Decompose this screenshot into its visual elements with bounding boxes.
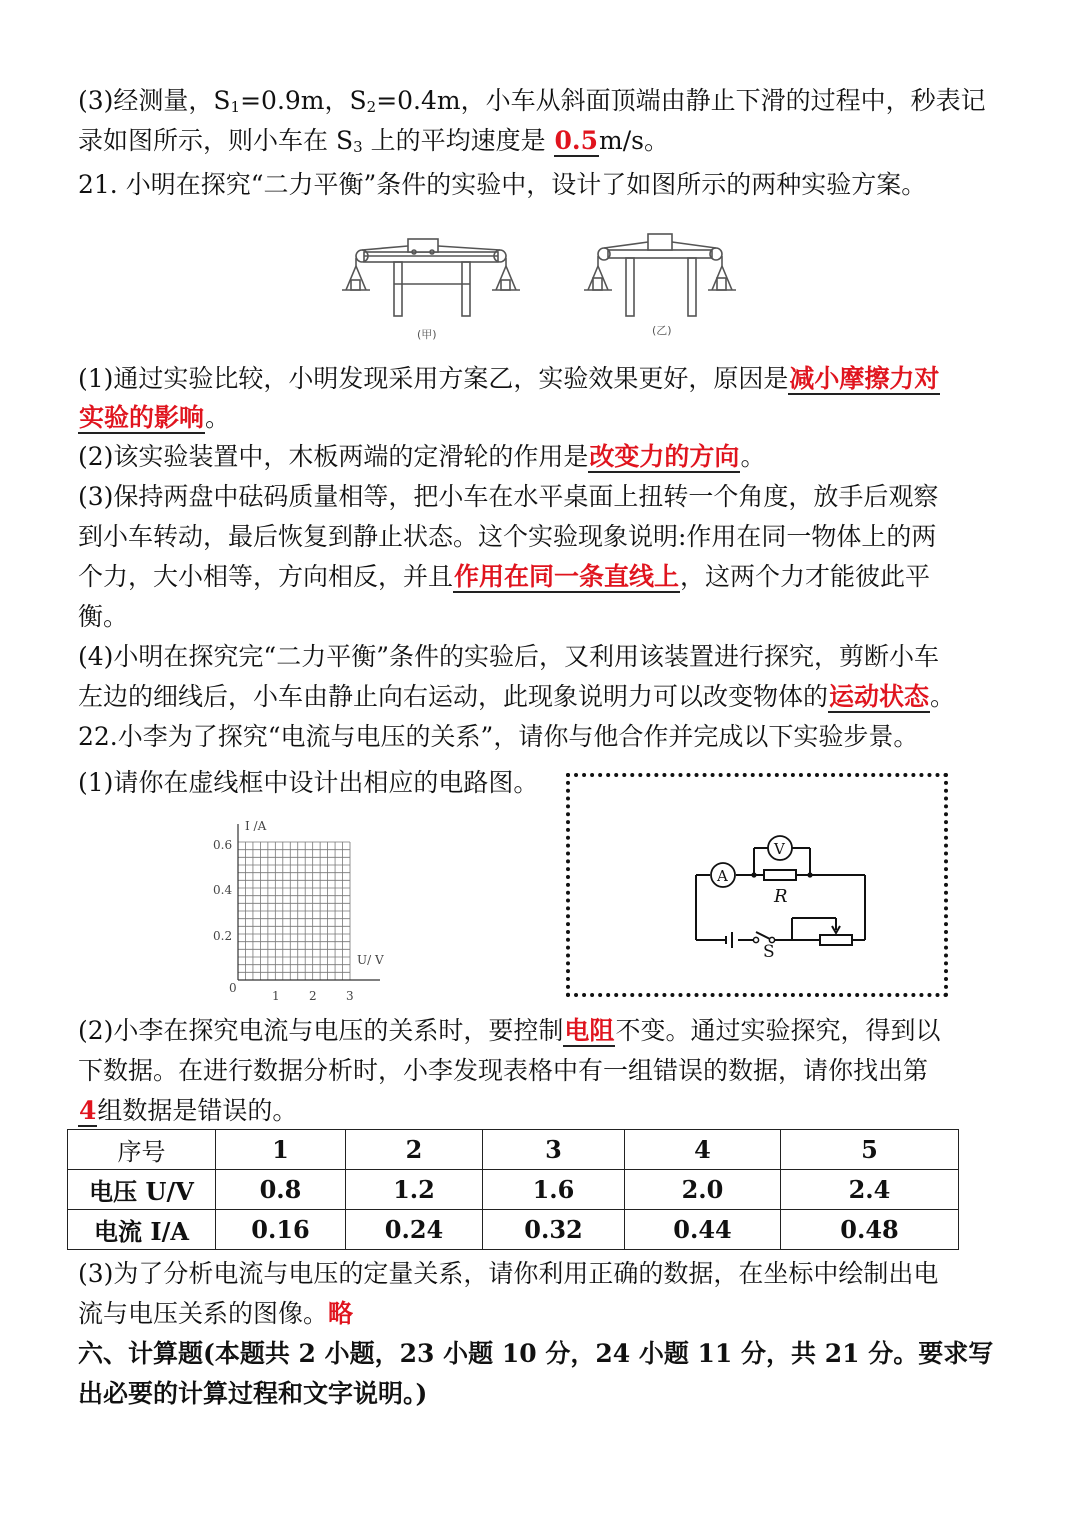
x-tick-2: 2 — [309, 989, 317, 1003]
answer-q21-2: 改变力的方向 — [589, 442, 740, 471]
y-tick-0.4: 0.4 — [213, 883, 233, 897]
q22-p3-line1: (3)为了分析电流与电压的定量关系，请你利用正确的数据，在坐标中绘制出电 — [78, 1259, 939, 1288]
table-cell: 2.0 — [625, 1170, 781, 1210]
answer-q22-2a: 电阻 — [564, 1016, 615, 1045]
table-cell: 0.16 — [216, 1210, 346, 1250]
q22-intro: 22.小李为了探究“电流与电压的关系”，请你与他合作并完成以下实验步景。 — [78, 722, 919, 751]
table-cell: 0.48 — [781, 1210, 959, 1250]
q21-p3-line3: 个力，大小相等，方向相反，并且作用在同一条直线上，这两个力才能彼此平 — [78, 562, 931, 591]
q22-p1: (1)请你在虚线框中设计出相应的电路图。 — [78, 768, 539, 797]
q21-p2: (2)该实验装置中，木板两端的定滑轮的作用是改变力的方向。 — [78, 442, 766, 471]
table-header-cell: 2 — [346, 1130, 483, 1170]
answer-q21-3: 作用在同一条直线上 — [454, 562, 680, 591]
x-tick-3: 3 — [346, 989, 354, 1003]
answer-q21-1b: 实验的影响 — [79, 403, 205, 432]
q21-p3-line1: (3)保持两盘中砝码质量相等，把小车在水平桌面上扭转一个角度，放手后观察 — [78, 482, 939, 511]
y-tick-0.2: 0.2 — [213, 929, 233, 943]
q22-p2-line3: 4组数据是错误的。 — [79, 1096, 298, 1125]
table-header-cell: 4 — [625, 1130, 781, 1170]
q22-p2-line1: (2)小李在探究电流与电压的关系时，要控制电阻不变。通过实验探究，得到以 — [78, 1016, 941, 1045]
table-cell: 电压 U/V — [68, 1170, 216, 1210]
q22-p3-line2: 流与电压关系的图像。略 — [78, 1299, 354, 1328]
q21-p3-line4: 衡。 — [78, 602, 129, 631]
table-cell: 0.8 — [216, 1170, 346, 1210]
table-header-cell: 3 — [483, 1130, 625, 1170]
q21-p4-line1: (4)小明在探究完“二力平衡”条件的实验后，又利用该装置进行探究，剪断小车 — [78, 642, 939, 671]
table-cell: 1.2 — [346, 1170, 483, 1210]
q20-part3-line2: 录如图所示，则小车在 $S_3$ 上的平均速度是 0.5m/s。 — [78, 126, 669, 156]
answer-speed: 0.5 — [554, 126, 599, 155]
q21-p3-line2: 到小车转动，最后恢复到静止状态。这个实验现象说明:作用在同一物体上的两 — [78, 522, 937, 551]
fig-label-yi: (乙) — [652, 324, 672, 337]
answer-q22-3: 略 — [328, 1299, 354, 1328]
origin-label: 0 — [229, 981, 237, 995]
resistor-label: R — [774, 886, 788, 907]
table-cell: 电流 I/A — [68, 1210, 216, 1250]
data-table — [67, 1129, 959, 1250]
ammeter-label: A — [717, 867, 728, 885]
fig-label-jia: (甲) — [417, 328, 437, 341]
voltmeter-label: V — [774, 840, 785, 858]
answer-q22-2b: 4 — [79, 1096, 97, 1125]
circuit-diagram — [680, 830, 880, 960]
balance-apparatus-figure — [330, 222, 750, 344]
table-row — [68, 1170, 959, 1210]
table-cell: 1.6 — [483, 1170, 625, 1210]
table-header-cell: 5 — [781, 1130, 959, 1170]
y-axis-label: I /A — [245, 819, 267, 833]
table-cell: 2.4 — [781, 1170, 959, 1210]
table-cell: 0.32 — [483, 1210, 625, 1250]
table-row — [68, 1210, 959, 1250]
switch-label: S — [763, 942, 775, 960]
table-header-cell: 序号 — [68, 1130, 216, 1170]
answer-q21-4: 运动状态 — [829, 682, 930, 711]
q20-part3-line1: (3)经测量，$S_1=0.9m$，$S_2=0.4m$，小车从斜面顶端由静止下滑的过程中，秒表记 — [78, 86, 986, 116]
section6-line2: 出必要的计算过程和文字说明。) — [78, 1379, 428, 1408]
q21-p1-line1: (1)通过实验比较，小明发现采用方案乙，实验效果更好，原因是减小摩擦力对 — [78, 364, 940, 393]
q21-p1-line2: 实验的影响。 — [79, 403, 231, 432]
iv-graph — [205, 812, 405, 1007]
answer-q21-1a: 减小摩擦力对 — [789, 364, 940, 393]
x-tick-1: 1 — [272, 989, 280, 1003]
table-cell: 0.44 — [625, 1210, 781, 1250]
q21-intro: 21. 小明在探究“二力平衡”条件的实验中，设计了如图所示的两种实验方案。 — [78, 170, 927, 199]
setup-yi — [584, 234, 736, 316]
table-cell: 0.24 — [346, 1210, 483, 1250]
setup-jia — [342, 239, 520, 316]
q21-p4-line2: 左边的细线后，小车由静止向右运动，此现象说明力可以改变物体的运动状态。 — [78, 682, 956, 711]
q22-p2-line2: 下数据。在进行数据分析时，小李发现表格中有一组错误的数据，请你找出第 — [78, 1056, 929, 1085]
table-header-cell: 1 — [216, 1130, 346, 1170]
section6-line1: 六、计算题(本题共 2 小题，23 小题 10 分，24 小题 11 分，共 21 分。要求写 — [78, 1339, 994, 1368]
table-header-row — [68, 1130, 959, 1170]
x-axis-label: U/ V — [357, 953, 384, 967]
y-tick-0.6: 0.6 — [213, 838, 233, 852]
